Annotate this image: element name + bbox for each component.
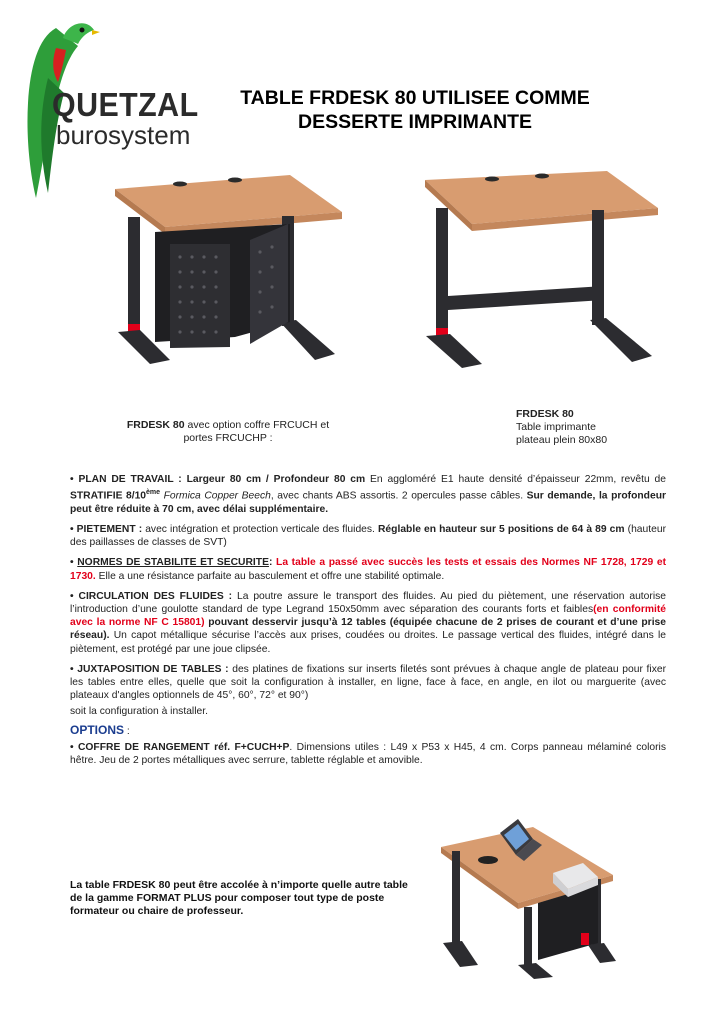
desk-with-cabinet-image	[110, 172, 345, 372]
page-title	[210, 86, 620, 134]
plan-finish: Formica Copper Beech	[160, 490, 271, 502]
pietement-text-2: (hauteur des paillasses de classes de SVT)	[70, 524, 666, 549]
caption-right-line-2: Table imprimante	[516, 421, 596, 433]
pietement-height: Réglable en hauteur sur 5 positions de 64 à 89 cm	[378, 524, 625, 536]
coffre-label: • COFFRE DE RANGEMENT réf. F+CUCH+P	[70, 741, 290, 753]
plan-text-1: En aggloméré E1 haute densité d’épaisseur 22mm, revêtu de	[365, 474, 666, 485]
juxta-text-1: des platines de fixations sur inserts filetés sont prévues à chaque angle de plateau pour fixer les tables entre elles, quelle que soit la configuration à installer, en ligne, face à face, en angle, en ilot ou marguerite (avec plateaux d'angles optionnels de 45°, 60°, 72° et 90°)	[70, 663, 666, 702]
plan-label: • PLAN DE TRAVAIL : Largeur 80 cm / Profondeur 80 cm	[70, 474, 366, 485]
caption-right-line-3: plateau plein 80x80	[516, 434, 608, 446]
circulation-norm: (en conformité avec la norme NF C 15801)	[70, 604, 667, 629]
caption-desk-with-cabinet	[108, 419, 348, 445]
pietement-text-1: avec intégration et protection verticale des fluides.	[142, 524, 378, 536]
section-circulation	[70, 590, 666, 656]
caption-left-model: FRDESK 80	[126, 419, 185, 431]
options-heading	[70, 724, 666, 738]
brand-name: QUETZAL	[52, 86, 199, 123]
normes-text: Elle a une résistance parfaite au basculement et offre une stabilité optimale.	[95, 570, 445, 582]
options-label: OPTIONS	[70, 722, 125, 737]
caption-left-text-2: portes FRCUCHP :	[183, 432, 273, 444]
circulation-text-2: Un capot métallique sécurise l’accès aux prises, coudées ou droites. Le passage vertical des fluides, intégré dans le piètement, est protégé par une joue clipsée.	[70, 630, 666, 655]
title-line-2: DESSERTE IMPRIMANTE	[297, 111, 533, 133]
plan-note: Sur demande, la profondeur peut être réduite à 70 cm, avec délai supplémentaire.	[70, 490, 666, 515]
normes-label: NORMES DE STABILITE ET SECURITE	[77, 557, 269, 569]
brand-subname: burosystem	[56, 120, 191, 150]
footer-note: La table FRDESK 80 peut être accolée à n’importe quelle autre table de la gamme FORMAT PLUS pour composer tout type de poste formateur ou chaire de professeur.	[70, 879, 408, 917]
coffre-text: . Dimensions utiles : L49 x P53 x H45, 4 cm. Corps panneau mélaminé coloris hêtre. Jeu de 2 portes métalliques avec serrure, tablette réglable et amovible.	[70, 741, 666, 767]
caption-desk-plain	[516, 408, 666, 447]
desk-with-laptop-printer-image	[438, 815, 618, 980]
product-description	[70, 473, 666, 774]
plan-text-2: , avec chants ABS assortis. 2 opercules passe câbles.	[270, 490, 527, 502]
desk-plain-image	[422, 168, 662, 374]
plan-sup: ème	[146, 489, 161, 497]
section-coffre	[70, 741, 666, 767]
circulation-text-1: La poutre assure le transport des fluides. Au pied du piètement, une réservation autorise l’introduction d’une goulotte standard de type Legrand 150x50mm avec séparation des courants forts et faibles	[70, 590, 666, 616]
title-line-1: TABLE FRDESK 80 UTILISEE COMME	[240, 87, 590, 109]
juxta-text-2: soit la configuration à installer.	[70, 706, 208, 718]
normes-colon: :	[268, 557, 277, 569]
caption-right-model: FRDESK 80	[516, 408, 574, 420]
plan-stratifie: STRATIFIE 8/10	[70, 490, 147, 502]
section-pietement	[70, 523, 666, 549]
juxta-label: • JUXTAPOSITION DE TABLES :	[70, 663, 229, 675]
normes-bullet: •	[70, 557, 78, 569]
section-plan-de-travail	[70, 473, 666, 516]
options-colon: :	[124, 725, 130, 737]
section-juxtaposition	[70, 663, 666, 703]
circulation-capacity: pouvant desservir jusqu’à 12 tables (équipée chacune de 2 prises de courant et d’une prise réseau).	[70, 617, 667, 642]
pietement-label: • PIETEMENT :	[70, 524, 143, 536]
circulation-label: • CIRCULATION DES FLUIDES :	[70, 590, 233, 602]
caption-left-text-1: avec option coffre FRCUCH et	[184, 419, 330, 431]
normes-certification: La table a passé avec succès les tests et essais des Normes NF 1728, 1729 et 1730.	[70, 557, 667, 582]
section-normes	[70, 556, 666, 582]
